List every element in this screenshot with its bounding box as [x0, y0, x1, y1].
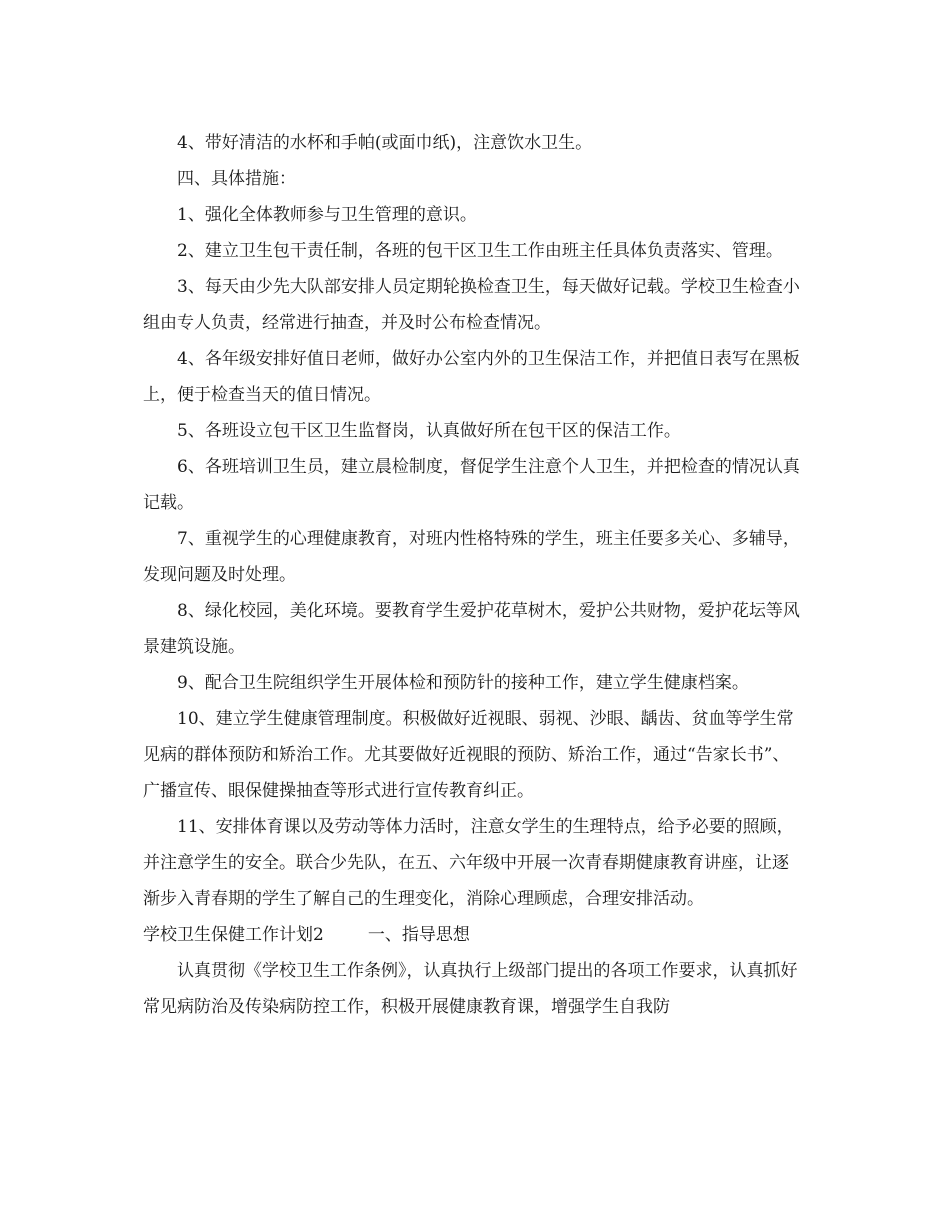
paragraph-item-4: 4、带好清洁的水杯和手帕(或面巾纸)，注意饮水卫生。: [177, 133, 593, 153]
measure-8: 8、绿化校园，美化环境。要教育学生爱护花草树木，爱护公共财物，爱护花坛等风景建筑设施。: [143, 601, 800, 657]
measure-6: 6、各班培训卫生员，建立晨检制度，督促学生注意个人卫生，并把检查的情况认真记载。: [143, 457, 800, 513]
measure-9: 9、配合卫生院组织学生开展体检和预防针的接种工作，建立学生健康档案。: [177, 673, 749, 693]
plan-title: 学校卫生保健工作计划2: [143, 925, 324, 945]
section-heading-guiding: 一、指导思想: [367, 925, 470, 945]
plan-title-line: [143, 917, 805, 953]
document-body: [143, 125, 805, 1025]
measure-1: 1、强化全体教师参与卫生管理的意识。: [177, 205, 477, 225]
measure-5: 5、各班设立包干区卫生监督岗，认真做好所在包干区的保洁工作。: [177, 421, 681, 441]
measure-7: 7、重视学生的心理健康教育，对班内性格特殊的学生，班主任要多关心、多辅导，发现问题及时处理。: [143, 529, 800, 585]
measure-3: 3、每天由少先大队部安排人员定期轮换检查卫生，每天做好记载。学校卫生检查小组由专人负责，经常进行抽查，并及时公布检查情况。: [143, 277, 800, 333]
closing-paragraph: 认真贯彻《学校卫生工作条例》，认真执行上级部门提出的各项工作要求，认真抓好常见病防治及传染病防控工作，积极开展健康教育课，增强学生自我防: [143, 961, 798, 1017]
measure-11: 11、安排体育课以及劳动等体力活时，注意女学生的生理特点，给予必要的照顾，并注意学生的安全。联合少先队，在五、六年级中开展一次青春期健康教育讲座，让逐渐步入青春期的学生了解自己的生理变化，消除心理顾虑，合理安排活动。: [143, 817, 794, 909]
measure-10: 10、建立学生健康管理制度。积极做好近视眼、弱视、沙眼、龋齿、贫血等学生常见病的群体预防和矫治工作。尤其要做好近视眼的预防、矫治工作，通过“告家长书”、广播宣传、眼保健操抽查等形式进行宣传教育纠正。: [143, 709, 794, 801]
measure-2: 2、建立卫生包干责任制，各班的包干区卫生工作由班主任具体负责落实、管理。: [177, 241, 783, 261]
measure-4: 4、各年级安排好值日老师，做好办公室内外的卫生保洁工作，并把值日表写在黑板上，便于检查当天的值日情况。: [143, 349, 800, 405]
section-heading-measures: 四、具体措施：: [177, 169, 296, 189]
